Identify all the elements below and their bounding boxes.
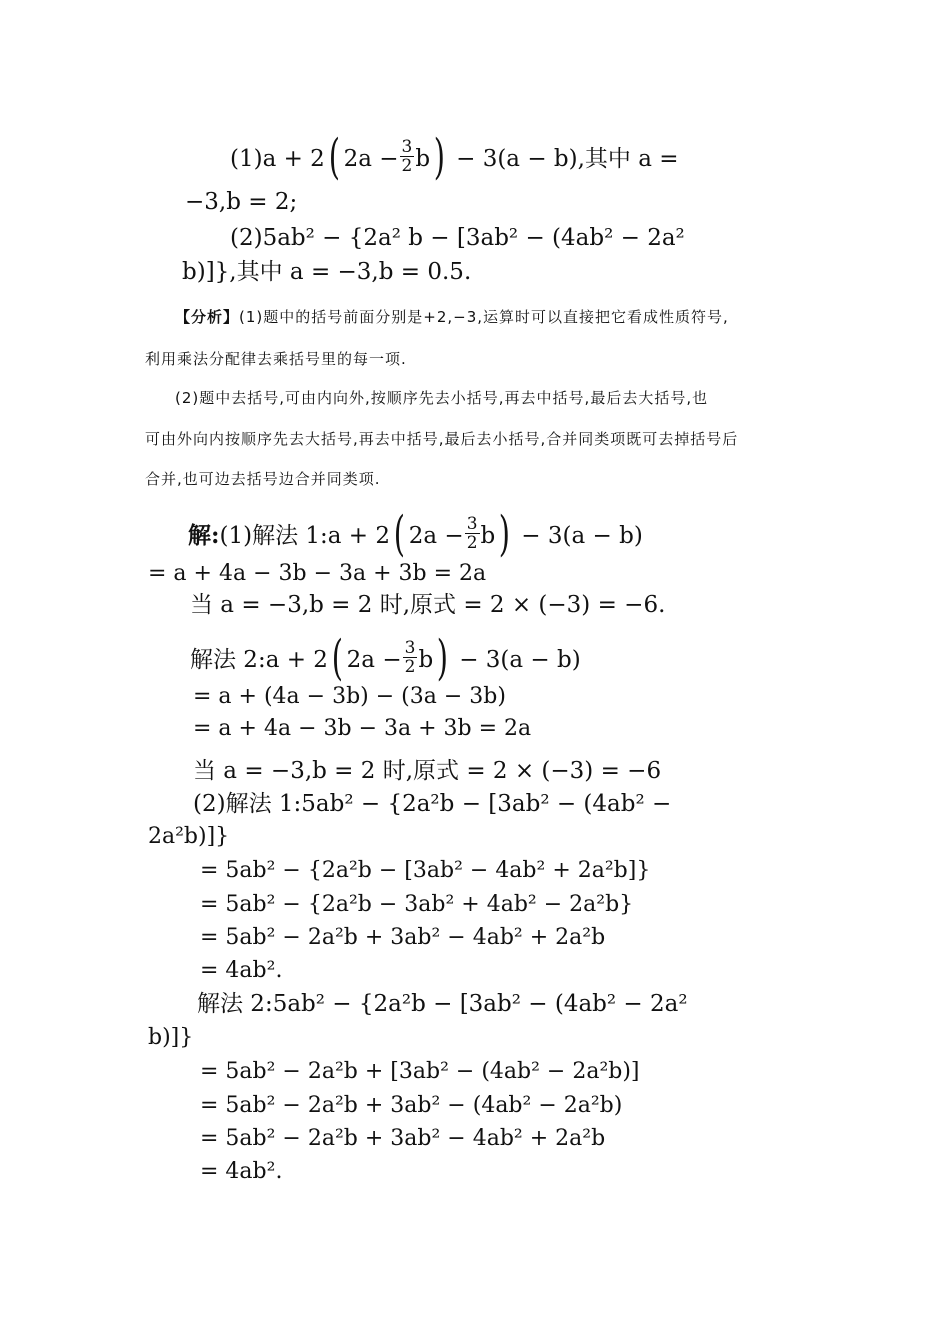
fraction-three-halves: [400, 138, 415, 175]
solution-label: 解:: [188, 522, 220, 549]
problem-part1-inner-a: 2a −: [343, 146, 399, 172]
solution-p2-m1-line1: (2)解法 1:5ab² − {2a²b − [3ab² − (4ab² −: [193, 791, 672, 817]
solution-m1-inner-a: 2a −: [408, 523, 464, 549]
analysis-line4: 可由外向内按顺序先去大括号,再去中括号,最后去小括号,合并同类项既可去掉括号后: [145, 430, 739, 448]
problem-part1-rest: − 3(a − b),其中 a =: [448, 146, 679, 172]
solution-m2-step2: = a + 4a − 3b − 3a + 3b = 2a: [193, 716, 532, 741]
right-paren: ): [498, 506, 511, 562]
solution-m2-intro: 解法 2:a + 2: [190, 647, 328, 673]
solution-p2-m1-step4: = 4ab².: [200, 958, 283, 983]
analysis-line3: (2)题中去括号,可由内向外,按顺序先去小括号,再去中括号,最后去大括号,也: [175, 389, 709, 407]
left-paren: (: [393, 506, 406, 562]
solution-p2-m2-step3: = 5ab² − 2a²b + 3ab² − 4ab² + 2a²b: [200, 1126, 606, 1151]
right-paren: ): [436, 630, 449, 686]
problem-part1-intro: (1)a + 2: [230, 146, 325, 172]
solution-m1-intro: (1)解法 1:a + 2: [219, 523, 391, 549]
fraction-numerator: 3: [466, 513, 478, 534]
solution-m1-inner-b: b: [480, 523, 496, 549]
solution-m1-rest: − 3(a − b): [513, 523, 643, 549]
solution-m2-step1: = a + (4a − 3b) − (3a − 3b): [193, 684, 506, 709]
analysis-line1: [175, 310, 729, 325]
right-paren: ): [433, 129, 446, 185]
problem-part1-line2: −3,b = 2;: [185, 189, 298, 215]
left-paren: (: [331, 630, 343, 686]
solution-m1-step1: = a + 4a − 3b − 3a + 3b = 2a: [148, 561, 487, 586]
solution-m2-line1: [190, 630, 581, 686]
fraction-denominator: 2: [401, 155, 413, 176]
solution-p2-m2-line2: b)]}: [148, 1025, 194, 1050]
solution-p2-m1-step3: = 5ab² − 2a²b + 3ab² − 4ab² + 2a²b: [200, 925, 606, 950]
fraction-denominator: 2: [404, 656, 416, 677]
fraction-three-halves: [465, 515, 480, 552]
fraction-three-halves: [403, 639, 418, 676]
solution-m2-rest: − 3(a − b): [451, 647, 581, 673]
solution-p2-m2-step2: = 5ab² − 2a²b + 3ab² − (4ab² − 2a²b): [200, 1093, 623, 1118]
analysis-text-1: (1)题中的括号前面分别是+2,−3,运算时可以直接把它看成性质符号,: [239, 308, 729, 326]
analysis-label: 【分析】: [175, 308, 240, 326]
solution-p2-m1-line2: 2a²b)]}: [148, 824, 230, 849]
problem-part1-inner-b: b: [415, 146, 431, 172]
analysis-line2: 利用乘法分配律去乘括号里的每一项.: [145, 350, 407, 368]
left-paren: (: [328, 129, 340, 185]
problem-part1-line1: [230, 129, 679, 185]
fraction-denominator: 2: [466, 532, 478, 553]
fraction-numerator: 3: [404, 637, 416, 658]
fraction-numerator: 3: [401, 136, 413, 157]
analysis-line5: 合并,也可边去括号边合并同类项.: [145, 470, 381, 488]
solution-m1-line1: [188, 506, 643, 562]
solution-m2-inner-a: 2a −: [346, 647, 402, 673]
problem-part2-line1: (2)5ab² − {2a² b − [3ab² − (4ab² − 2a²: [230, 225, 685, 251]
solution-m2-result: 当 a = −3,b = 2 时,原式 = 2 × (−3) = −6: [193, 758, 662, 784]
solution-m2-inner-b: b: [418, 647, 434, 673]
solution-p2-m2-line1: 解法 2:5ab² − {2a²b − [3ab² − (4ab² − 2a²: [197, 991, 688, 1017]
problem-part2-line2: b)]},其中 a = −3,b = 0.5.: [182, 259, 472, 285]
solution-p2-m1-step1: = 5ab² − {2a²b − [3ab² − 4ab² + 2a²b]}: [200, 858, 651, 883]
solution-p2-m1-step2: = 5ab² − {2a²b − 3ab² + 4ab² − 2a²b}: [200, 892, 634, 917]
solution-p2-m2-step1: = 5ab² − 2a²b + [3ab² − (4ab² − 2a²b)]: [200, 1059, 640, 1084]
solution-p2-m2-step4: = 4ab².: [200, 1159, 283, 1184]
solution-m1-result: 当 a = −3,b = 2 时,原式 = 2 × (−3) = −6.: [190, 592, 666, 618]
